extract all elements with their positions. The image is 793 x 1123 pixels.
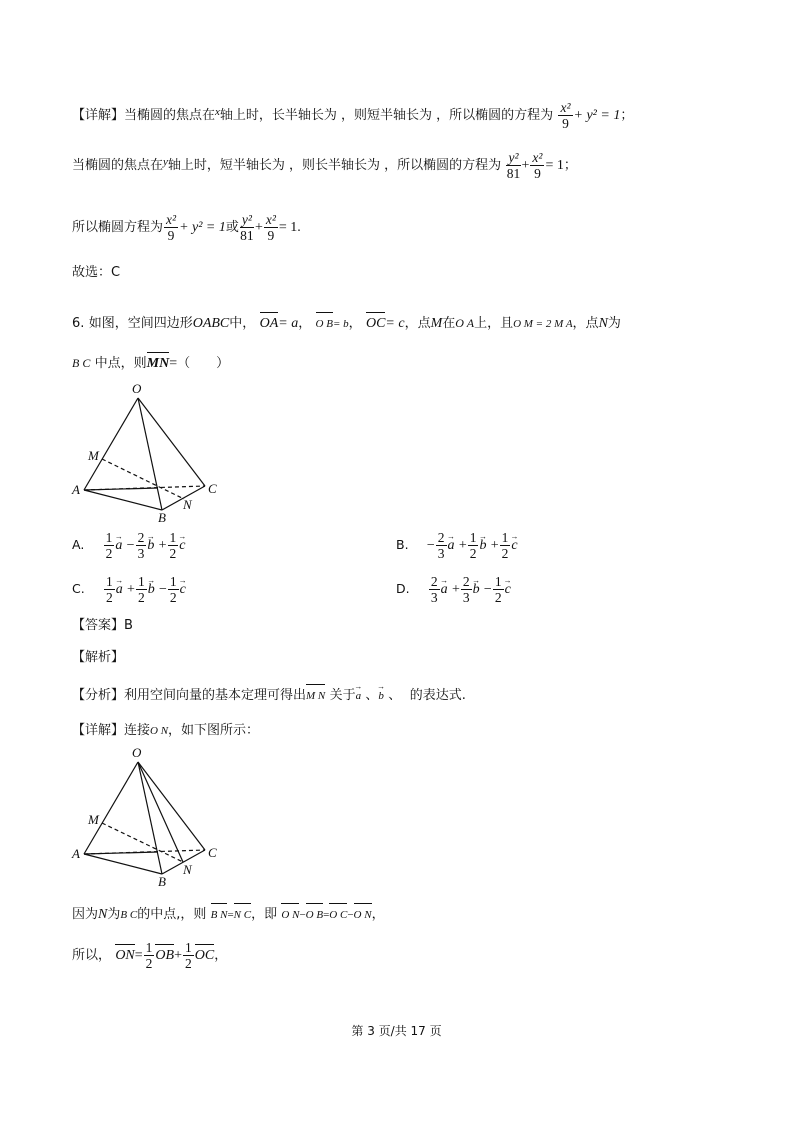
fraction: $\frac{\text{x²}}{9}$ bbox=[265, 212, 276, 243]
option-label: C. bbox=[72, 581, 85, 596]
vector-NC: N C bbox=[234, 902, 251, 925]
fraction: $\frac{\text{x²}}{9}$ bbox=[560, 100, 571, 131]
edge-OB bbox=[138, 762, 162, 874]
text: 【分析】利用空间向量的基本定理可得出 bbox=[72, 688, 307, 703]
vector-ON: ON bbox=[115, 943, 134, 966]
fraction: $\frac{1}{2}$ bbox=[145, 940, 153, 971]
detail-line-1 bbox=[72, 100, 733, 131]
text: 为 bbox=[607, 316, 621, 331]
var: B C bbox=[72, 356, 91, 370]
tetrahedron-figure-2 bbox=[70, 742, 240, 887]
fraction: $\frac{1}{2}$ bbox=[469, 530, 477, 561]
sign: − bbox=[483, 582, 492, 597]
var: N bbox=[598, 316, 608, 331]
label-A: A bbox=[72, 482, 80, 497]
sign: + bbox=[158, 538, 167, 553]
option-label: D. bbox=[396, 581, 410, 596]
fraction: $\frac{2}{3}$ bbox=[430, 574, 438, 605]
vector-a: → a bbox=[441, 580, 448, 600]
option-a[interactable] bbox=[72, 530, 185, 561]
sign: − bbox=[126, 538, 135, 553]
text: 所以， bbox=[72, 948, 112, 963]
text: ，即 bbox=[251, 907, 278, 922]
so-line bbox=[72, 940, 733, 971]
edge-OB bbox=[138, 398, 162, 510]
vector-a: → a bbox=[356, 686, 362, 706]
fraction: $\frac{2}{3}$ bbox=[437, 530, 445, 561]
text: 、 bbox=[388, 688, 402, 703]
text: 轴上时，短半轴长为 ，则长半轴长为 ，所以椭圆的方程为 bbox=[167, 158, 502, 173]
vector-a: → a bbox=[116, 580, 123, 600]
fraction: $\frac{\text{y²}}{81}$ bbox=[506, 150, 521, 181]
text: 在 bbox=[442, 316, 456, 331]
sign: + bbox=[127, 582, 135, 597]
var: OABC bbox=[192, 316, 230, 331]
var-y: y bbox=[163, 156, 168, 168]
var: O A bbox=[455, 316, 475, 330]
option-b[interactable] bbox=[396, 530, 518, 561]
vector-OB: O B bbox=[306, 902, 323, 925]
minus: − bbox=[347, 909, 354, 921]
vector-ON: O N bbox=[354, 902, 372, 925]
fraction: $\frac{1}{2}$ bbox=[169, 574, 177, 605]
label-O: O bbox=[132, 381, 142, 396]
equation-part: = 1. bbox=[278, 220, 301, 235]
text: ，点 bbox=[404, 316, 431, 331]
text: 当椭圆的焦点在 bbox=[72, 158, 164, 173]
fraction: $\frac{\text{x²}}{9}$ bbox=[532, 150, 543, 181]
segment-MN bbox=[102, 823, 183, 862]
equals: = bbox=[323, 909, 330, 921]
detail-connect-line bbox=[72, 720, 733, 741]
vector-b: → b bbox=[378, 686, 384, 706]
var: N bbox=[98, 907, 108, 922]
equation-part: = c bbox=[385, 316, 405, 331]
text: ，点 bbox=[572, 316, 599, 331]
fraction: $\frac{1}{2}$ bbox=[105, 530, 113, 561]
vector-OC: OC bbox=[366, 311, 385, 334]
vector-c: → c bbox=[179, 536, 185, 556]
sign: + bbox=[451, 582, 460, 597]
label-A: A bbox=[72, 846, 80, 861]
var-x: x bbox=[215, 106, 220, 118]
vector-c: → c bbox=[505, 580, 511, 600]
text: 中点，则 bbox=[94, 356, 147, 371]
segment-MN bbox=[102, 459, 184, 499]
vector-b: → b bbox=[147, 536, 154, 556]
edge-OC bbox=[138, 398, 205, 486]
plus: + bbox=[254, 220, 263, 235]
equation-part: = b bbox=[332, 318, 349, 330]
edge-AB bbox=[84, 490, 162, 510]
text: 如图，空间四边形 bbox=[88, 316, 193, 331]
fraction: $\frac{\text{y²}}{81}$ bbox=[240, 212, 254, 243]
minus: − bbox=[299, 909, 306, 921]
text: 轴上时，长半轴长为 ，则短半轴长为 ，所以椭圆的方程为 bbox=[219, 108, 554, 123]
fraction: $\frac{2}{3}$ bbox=[462, 574, 470, 605]
fraction: $\frac{1}{2}$ bbox=[106, 574, 113, 605]
equals: = bbox=[134, 948, 143, 963]
option-label: A. bbox=[72, 537, 85, 552]
plus: + bbox=[174, 948, 182, 963]
text: 、 bbox=[365, 688, 379, 703]
fraction: $\frac{1}{2}$ bbox=[185, 940, 192, 971]
text: 为 bbox=[107, 907, 121, 922]
fraction: $\frac{1}{2}$ bbox=[494, 574, 502, 605]
equation-part: = 1 bbox=[545, 158, 564, 173]
label-C: C bbox=[208, 845, 217, 860]
label-C: C bbox=[208, 481, 217, 496]
text: ， bbox=[214, 948, 228, 963]
because-line bbox=[72, 902, 733, 925]
vector-OC: OC bbox=[195, 943, 214, 966]
sign: + bbox=[458, 538, 467, 553]
page-footer: 第 3 页/共 17 页 bbox=[351, 1024, 442, 1038]
var: O N bbox=[150, 725, 169, 737]
text: ， bbox=[298, 316, 312, 331]
label-N: N bbox=[183, 862, 192, 877]
vector-MN: M N bbox=[306, 683, 325, 706]
text: 中， bbox=[229, 316, 256, 331]
equation-part: + y² = 1 bbox=[179, 220, 226, 235]
text: 的表达式. bbox=[409, 688, 466, 703]
text: ， bbox=[371, 907, 385, 922]
question-6-line-2 bbox=[72, 351, 733, 374]
vector-OB: OB bbox=[155, 943, 174, 966]
text: 【详解】连接 bbox=[72, 723, 151, 738]
edge-OA bbox=[84, 762, 138, 854]
vector-ON: O N bbox=[281, 902, 299, 925]
text: 上，且 bbox=[474, 316, 514, 331]
option-c[interactable] bbox=[72, 574, 186, 605]
text: 关于 bbox=[329, 688, 356, 703]
sign: + bbox=[490, 538, 499, 553]
plus: + bbox=[521, 158, 530, 173]
vector-b: → b bbox=[148, 580, 155, 600]
analysis-heading: 【解析】 bbox=[72, 650, 125, 665]
label-N: N bbox=[183, 497, 192, 512]
option-label: B. bbox=[396, 537, 409, 552]
vector-OA: OA bbox=[260, 311, 279, 334]
detail-line-3 bbox=[72, 212, 733, 243]
tetrahedron-figure bbox=[70, 378, 240, 523]
fraction: $\frac{1}{2}$ bbox=[137, 574, 145, 605]
text: ； bbox=[620, 108, 634, 123]
equation-part: + y² = 1 bbox=[573, 108, 621, 123]
vector-b: → b bbox=[473, 580, 480, 600]
detail-line-2 bbox=[72, 150, 733, 181]
label-M: M bbox=[88, 448, 99, 463]
equals: = bbox=[227, 909, 234, 921]
text: 或 bbox=[225, 220, 239, 235]
question-6-line-1 bbox=[72, 311, 733, 334]
vector-a: → a bbox=[115, 536, 122, 556]
label-B: B bbox=[158, 510, 166, 523]
analysis-line bbox=[72, 683, 733, 706]
text: 因为 bbox=[72, 907, 99, 922]
question-number: 6. bbox=[72, 316, 85, 331]
fraction: $\frac{\text{x²}}{9}$ bbox=[166, 212, 177, 243]
vector-OC: O C bbox=[329, 902, 347, 925]
sign: − bbox=[159, 582, 167, 597]
sign: − bbox=[426, 538, 435, 553]
text: 【详解】当椭圆的焦点在 bbox=[72, 108, 216, 123]
answer: 【答案】B bbox=[72, 618, 133, 633]
label-O: O bbox=[132, 745, 142, 760]
text: ，如下图所示： bbox=[168, 723, 260, 738]
vector-b: → b bbox=[479, 536, 486, 556]
vector-OB: O B bbox=[316, 311, 333, 334]
edge-AB bbox=[84, 854, 162, 874]
text: 的中点,，则 bbox=[137, 907, 207, 922]
option-d[interactable] bbox=[396, 574, 511, 605]
vector-MN: MN bbox=[147, 351, 170, 374]
label-M: M bbox=[88, 812, 99, 827]
equation-part: = a bbox=[278, 316, 299, 331]
text: 所以椭圆方程为 bbox=[72, 220, 164, 235]
fraction: $\frac{1}{2}$ bbox=[501, 530, 509, 561]
fraction: $\frac{1}{2}$ bbox=[169, 530, 177, 561]
label-B: B bbox=[158, 874, 166, 887]
vector-BN: B N bbox=[211, 902, 228, 925]
var: B C bbox=[120, 909, 138, 921]
text: ； bbox=[563, 158, 577, 173]
choose-c: 故选：C bbox=[72, 265, 121, 280]
edge-OA bbox=[84, 398, 138, 490]
vector-c: → c bbox=[180, 580, 186, 600]
vector-c: → c bbox=[511, 536, 517, 556]
vector-a: → a bbox=[448, 536, 455, 556]
equals: = bbox=[169, 356, 178, 371]
var: M bbox=[430, 316, 443, 331]
fraction: $\frac{2}{3}$ bbox=[137, 530, 145, 561]
equation-part: O M = 2 M A bbox=[513, 318, 573, 330]
text: （ ） bbox=[177, 356, 230, 371]
text: ， bbox=[348, 316, 362, 331]
